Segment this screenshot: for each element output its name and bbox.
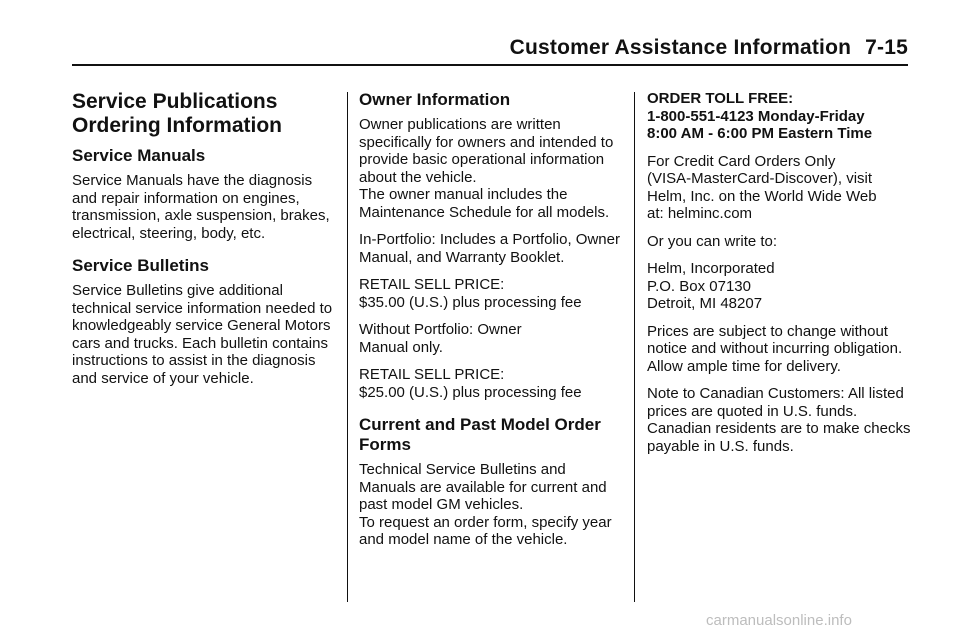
toll-free-hours: 8:00 AM - 6:00 PM Eastern Time [647, 125, 873, 142]
column-divider-2 [634, 92, 635, 602]
toll-free-label: ORDER TOLL FREE: [647, 90, 794, 107]
service-manuals-heading: Service Manuals [72, 146, 206, 165]
order-forms-body [359, 461, 623, 549]
credit-card-text: For Credit Card Orders Only (VISA-MasterCard-Discover), visit Helm, Inc. on the World Wide Web at: helminc.com [647, 152, 877, 222]
in-portfolio-text: In-Portfolio: Includes a Portfolio, Owner Manual, and Warranty Booklet. [359, 231, 620, 266]
service-bulletins-heading: Service Bulletins [72, 256, 210, 275]
column-3 [647, 90, 911, 465]
address-line-1: Helm, Incorporated [647, 260, 775, 277]
mailing-address [647, 260, 911, 313]
publications-title-line2: Ordering Information [72, 114, 282, 137]
address-line-2: P.O. Box 07130 [647, 277, 751, 295]
order-forms-p2: To request an order form, specify year and model name of the vehicle. [359, 513, 612, 548]
service-bulletins-body: Service Bulletins give additional technical service information needed to knowledgeably service General Motors cars and trucks. Each bulletin contains instructions to assist in the diagnosis and service of your vehicle. [72, 282, 333, 387]
retail-price-value-2: $25.00 (U.S.) plus processing fee [359, 383, 582, 401]
owner-information-p2: The owner manual includes the Maintenance Schedule for all models. [359, 186, 610, 221]
order-forms-heading: Current and Past Model Order Forms [359, 415, 601, 454]
owner-information-body [359, 116, 623, 221]
retail-price-value-1: $35.00 (U.S.) plus processing fee [359, 293, 582, 311]
publications-title [72, 90, 340, 138]
order-forms-p1: Technical Service Bulletins and Manuals are available for current and past model GM vehicles. [359, 461, 607, 513]
watermark: carmanualsonline.info [706, 612, 852, 629]
publications-title-line1: Service Publications [72, 90, 278, 113]
toll-free-block [647, 90, 911, 143]
page-header [72, 34, 908, 66]
column-divider-1 [347, 92, 348, 602]
retail-price-1 [359, 276, 623, 311]
column-1 [72, 90, 340, 397]
canadian-note: Note to Canadian Customers: All listed prices are quoted in U.S. funds. Canadian residents are to make checks payable in U.S. funds. [647, 385, 911, 455]
retail-price-label-2: RETAIL SELL PRICE: [359, 366, 505, 383]
owner-information-heading: Owner Information [359, 90, 511, 109]
prices-note: Prices are subject to change without notice and without incurring obligation. Allow ample time for delivery. [647, 322, 903, 375]
column-2 [359, 90, 623, 559]
page-number: 7-15 [865, 36, 908, 59]
retail-price-2 [359, 366, 623, 401]
toll-free-number: 1-800-551-4123 Monday-Friday [647, 107, 865, 125]
owner-information-p1: Owner publications are written specifically for owners and intended to provide basic operational information about the vehicle. [359, 116, 614, 186]
section-title: Customer Assistance Information [509, 36, 852, 59]
address-line-3: Detroit, MI 48207 [647, 295, 763, 312]
retail-price-label-1: RETAIL SELL PRICE: [359, 276, 505, 293]
header-title-group [510, 36, 908, 60]
write-to-text: Or you can write to: [647, 232, 778, 250]
without-portfolio-text: Without Portfolio: Owner Manual only. [359, 321, 522, 356]
service-manuals-body: Service Manuals have the diagnosis and repair information on engines, transmission, axle suspension, brakes, electrical, steering, body, etc. [72, 172, 330, 242]
